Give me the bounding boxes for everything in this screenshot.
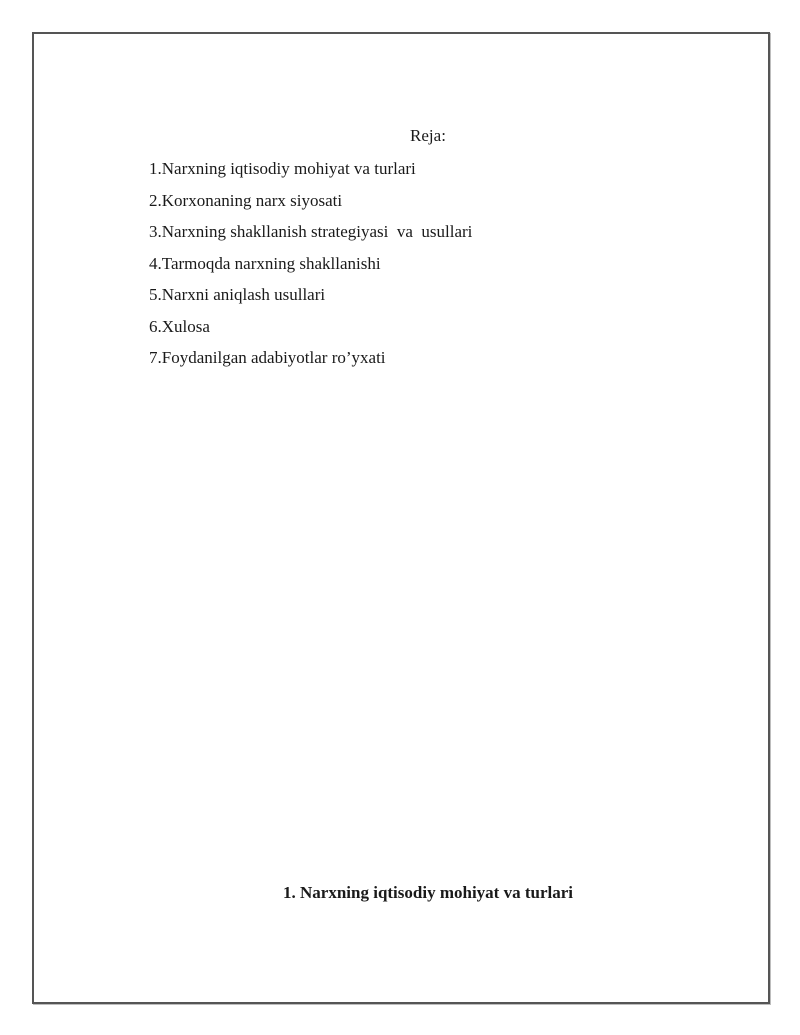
plan-list: [149, 157, 472, 378]
plan-item: 6.Xulosa: [149, 316, 210, 336]
plan-item: 3.Narxning shakllanish strategiyasi va usullari: [149, 222, 473, 241]
plan-title: Reja:: [410, 126, 446, 145]
section-heading: 1. Narxning iqtisodiy mohiyat va turlari: [283, 883, 573, 902]
plan-item: 4.Tarmoqda narxning shakllanishi: [149, 253, 381, 273]
plan-item: 7.Foydanilgan adabiyotlar ro’yxati: [149, 348, 386, 367]
plan-item: 2.Korxonaning narx siyosati: [149, 190, 343, 210]
plan-item: 5.Narxni aniqlash usullari: [149, 285, 326, 304]
plan-item: 1.Narxning iqtisodiy mohiyat va turlari: [149, 159, 416, 178]
